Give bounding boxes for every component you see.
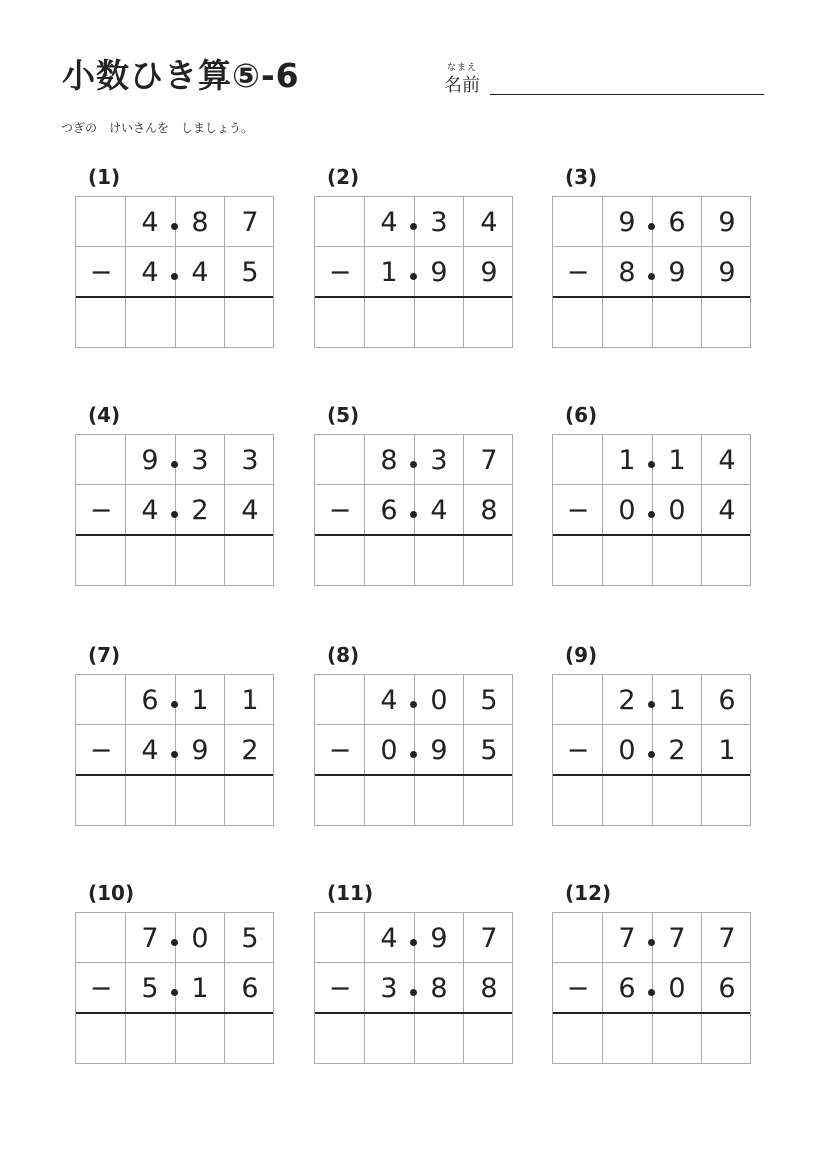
minuend-digit: 7 <box>141 922 159 954</box>
answer-cell[interactable] <box>603 775 653 825</box>
minuend-digit: 9 <box>718 206 736 238</box>
answer-cell[interactable] <box>703 1013 753 1063</box>
answer-cell[interactable] <box>365 535 415 585</box>
worksheet-title: 小数ひき算⑤-6 <box>62 56 300 95</box>
subtrahend-digit: 0 <box>668 972 686 1004</box>
minus-sign: − <box>566 734 590 766</box>
problem-7 <box>75 643 275 833</box>
minuend-digit: 7 <box>618 922 636 954</box>
problem-label: (4) <box>88 403 121 427</box>
answer-cell[interactable] <box>415 775 465 825</box>
subtrahend-digit: 9 <box>718 256 736 288</box>
minuend-digit: 7 <box>718 922 736 954</box>
minuend-digit: 6 <box>141 684 159 716</box>
minuend-digit: 3 <box>191 444 209 476</box>
calculation-grid <box>314 434 513 586</box>
answer-cell[interactable] <box>365 775 415 825</box>
decimal-point <box>410 223 417 230</box>
answer-cell[interactable] <box>176 775 226 825</box>
decimal-point <box>648 939 655 946</box>
minuend-digit: 6 <box>718 684 736 716</box>
answer-cell[interactable] <box>315 1013 365 1063</box>
name-label: 名前 <box>444 75 480 96</box>
minus-sign: − <box>566 256 590 288</box>
minus-sign: − <box>328 972 352 1004</box>
answer-cell[interactable] <box>653 297 703 347</box>
subtrahend-digit: 6 <box>618 972 636 1004</box>
minuend-digit: 4 <box>141 206 159 238</box>
subtrahend-digit: 0 <box>618 494 636 526</box>
answer-cell[interactable] <box>415 297 465 347</box>
subtrahend-digit: 8 <box>618 256 636 288</box>
minuend-digit: 9 <box>430 922 448 954</box>
decimal-point <box>648 511 655 518</box>
decimal-point <box>171 989 178 996</box>
decimal-point <box>410 461 417 468</box>
calculation-grid <box>552 196 751 348</box>
answer-cell[interactable] <box>176 1013 226 1063</box>
minuend-digit: 1 <box>668 684 686 716</box>
minus-sign: − <box>89 972 113 1004</box>
minuend-digit: 4 <box>718 444 736 476</box>
minuend-digit: 5 <box>480 684 498 716</box>
decimal-point <box>410 273 417 280</box>
problem-6 <box>552 403 752 593</box>
decimal-point <box>648 751 655 758</box>
subtrahend-digit: 1 <box>380 256 398 288</box>
answer-cell[interactable] <box>465 535 515 585</box>
subtrahend-digit: 4 <box>241 494 259 526</box>
problem-label: (11) <box>327 881 374 905</box>
decimal-point <box>648 223 655 230</box>
answer-cell[interactable] <box>553 297 603 347</box>
decimal-point <box>171 701 178 708</box>
answer-cell[interactable] <box>226 1013 276 1063</box>
decimal-point <box>410 751 417 758</box>
answer-cell[interactable] <box>415 1013 465 1063</box>
problem-label: (8) <box>327 643 360 667</box>
answer-cell[interactable] <box>465 775 515 825</box>
decimal-point <box>410 701 417 708</box>
name-write-line[interactable] <box>490 94 764 95</box>
problem-4 <box>75 403 275 593</box>
minuend-digit: 7 <box>241 206 259 238</box>
answer-cell[interactable] <box>226 535 276 585</box>
decimal-point <box>648 701 655 708</box>
answer-cell[interactable] <box>703 297 753 347</box>
subtrahend-digit: 1 <box>718 734 736 766</box>
answer-cell[interactable] <box>365 297 415 347</box>
subtrahend-digit: 4 <box>141 734 159 766</box>
decimal-point <box>410 511 417 518</box>
calculation-grid <box>75 674 274 826</box>
subtrahend-digit: 2 <box>668 734 686 766</box>
answer-cell[interactable] <box>315 297 365 347</box>
subtrahend-digit: 4 <box>141 256 159 288</box>
problem-8 <box>314 643 514 833</box>
answer-cell[interactable] <box>126 535 176 585</box>
answer-cell[interactable] <box>465 297 515 347</box>
problem-2 <box>314 165 514 355</box>
answer-cell[interactable] <box>653 535 703 585</box>
minuend-digit: 4 <box>380 206 398 238</box>
answer-cell[interactable] <box>126 297 176 347</box>
minuend-digit: 1 <box>241 684 259 716</box>
problem-9 <box>552 643 752 833</box>
subtrahend-digit: 4 <box>191 256 209 288</box>
answer-cell[interactable] <box>415 535 465 585</box>
answer-cell[interactable] <box>76 775 126 825</box>
decimal-point <box>171 511 178 518</box>
problem-label: (6) <box>565 403 598 427</box>
decimal-point <box>171 461 178 468</box>
calculation-grid <box>314 196 513 348</box>
answer-cell[interactable] <box>126 1013 176 1063</box>
subtrahend-digit: 8 <box>480 972 498 1004</box>
problem-label: (2) <box>327 165 360 189</box>
answer-cell[interactable] <box>603 535 653 585</box>
minus-sign: − <box>89 734 113 766</box>
calculation-grid <box>314 912 513 1064</box>
instruction-text: つぎの けいさんを しましょう。 <box>61 121 254 135</box>
minuend-digit: 5 <box>241 922 259 954</box>
decimal-point <box>648 461 655 468</box>
minuend-digit: 3 <box>430 444 448 476</box>
minuend-digit: 8 <box>380 444 398 476</box>
minuend-digit: 7 <box>480 922 498 954</box>
calculation-grid <box>552 674 751 826</box>
minuend-digit: 9 <box>141 444 159 476</box>
subtrahend-digit: 4 <box>141 494 159 526</box>
minuend-digit: 9 <box>618 206 636 238</box>
calculation-grid <box>552 434 751 586</box>
decimal-point <box>171 273 178 280</box>
name-ruby: なまえ <box>447 63 478 73</box>
answer-cell[interactable] <box>226 775 276 825</box>
minus-sign: − <box>566 972 590 1004</box>
minuend-digit: 4 <box>380 922 398 954</box>
subtrahend-digit: 6 <box>241 972 259 1004</box>
answer-cell[interactable] <box>176 535 226 585</box>
minuend-digit: 1 <box>618 444 636 476</box>
minuend-digit: 3 <box>430 206 448 238</box>
minus-sign: − <box>328 494 352 526</box>
problem-label: (1) <box>88 165 121 189</box>
minuend-digit: 4 <box>480 206 498 238</box>
minus-sign: − <box>89 494 113 526</box>
subtrahend-digit: 4 <box>718 494 736 526</box>
answer-cell[interactable] <box>365 1013 415 1063</box>
answer-cell[interactable] <box>553 775 603 825</box>
problem-11 <box>314 881 514 1071</box>
minuend-digit: 1 <box>191 684 209 716</box>
answer-cell[interactable] <box>226 297 276 347</box>
answer-cell[interactable] <box>76 1013 126 1063</box>
minuend-digit: 3 <box>241 444 259 476</box>
minuend-digit: 8 <box>191 206 209 238</box>
minuend-digit: 7 <box>480 444 498 476</box>
answer-cell[interactable] <box>315 535 365 585</box>
subtrahend-digit: 2 <box>191 494 209 526</box>
minus-sign: − <box>89 256 113 288</box>
problem-label: (10) <box>88 881 135 905</box>
subtrahend-digit: 8 <box>480 494 498 526</box>
subtrahend-digit: 1 <box>191 972 209 1004</box>
minuend-digit: 2 <box>618 684 636 716</box>
answer-cell[interactable] <box>603 297 653 347</box>
answer-cell[interactable] <box>703 775 753 825</box>
decimal-point <box>171 751 178 758</box>
decimal-point <box>410 989 417 996</box>
minus-sign: − <box>328 256 352 288</box>
problem-label: (7) <box>88 643 121 667</box>
answer-cell[interactable] <box>653 1013 703 1063</box>
subtrahend-digit: 8 <box>430 972 448 1004</box>
problem-label: (9) <box>565 643 598 667</box>
name-field <box>444 60 766 100</box>
answer-cell[interactable] <box>603 1013 653 1063</box>
decimal-point <box>410 939 417 946</box>
minus-sign: − <box>328 734 352 766</box>
answer-cell[interactable] <box>76 297 126 347</box>
answer-cell[interactable] <box>553 535 603 585</box>
problem-label: (5) <box>327 403 360 427</box>
calculation-grid <box>75 912 274 1064</box>
problem-3 <box>552 165 752 355</box>
calculation-grid <box>314 674 513 826</box>
calculation-grid <box>75 196 274 348</box>
answer-cell[interactable] <box>465 1013 515 1063</box>
subtrahend-digit: 6 <box>718 972 736 1004</box>
subtrahend-digit: 2 <box>241 734 259 766</box>
subtrahend-digit: 9 <box>668 256 686 288</box>
answer-cell[interactable] <box>315 775 365 825</box>
subtrahend-digit: 0 <box>668 494 686 526</box>
subtrahend-digit: 9 <box>430 734 448 766</box>
decimal-point <box>648 273 655 280</box>
subtrahend-digit: 0 <box>380 734 398 766</box>
subtrahend-digit: 6 <box>380 494 398 526</box>
subtrahend-digit: 4 <box>430 494 448 526</box>
minuend-digit: 0 <box>430 684 448 716</box>
answer-cell[interactable] <box>703 535 753 585</box>
answer-cell[interactable] <box>126 775 176 825</box>
subtrahend-digit: 9 <box>191 734 209 766</box>
answer-cell[interactable] <box>76 535 126 585</box>
minus-sign: − <box>566 494 590 526</box>
minuend-digit: 1 <box>668 444 686 476</box>
subtrahend-digit: 3 <box>380 972 398 1004</box>
minuend-digit: 6 <box>668 206 686 238</box>
subtrahend-digit: 5 <box>241 256 259 288</box>
problem-10 <box>75 881 275 1071</box>
decimal-point <box>171 223 178 230</box>
problem-5 <box>314 403 514 593</box>
problem-label: (3) <box>565 165 598 189</box>
calculation-grid <box>75 434 274 586</box>
answer-cell[interactable] <box>653 775 703 825</box>
answer-cell[interactable] <box>553 1013 603 1063</box>
problem-label: (12) <box>565 881 612 905</box>
problem-1 <box>75 165 275 355</box>
decimal-point <box>648 989 655 996</box>
minuend-digit: 4 <box>380 684 398 716</box>
subtrahend-digit: 5 <box>141 972 159 1004</box>
calculation-grid <box>552 912 751 1064</box>
subtrahend-digit: 0 <box>618 734 636 766</box>
subtrahend-digit: 9 <box>480 256 498 288</box>
subtrahend-digit: 9 <box>430 256 448 288</box>
minuend-digit: 7 <box>668 922 686 954</box>
subtrahend-digit: 5 <box>480 734 498 766</box>
decimal-point <box>171 939 178 946</box>
minuend-digit: 0 <box>191 922 209 954</box>
answer-cell[interactable] <box>176 297 226 347</box>
problem-12 <box>552 881 752 1071</box>
